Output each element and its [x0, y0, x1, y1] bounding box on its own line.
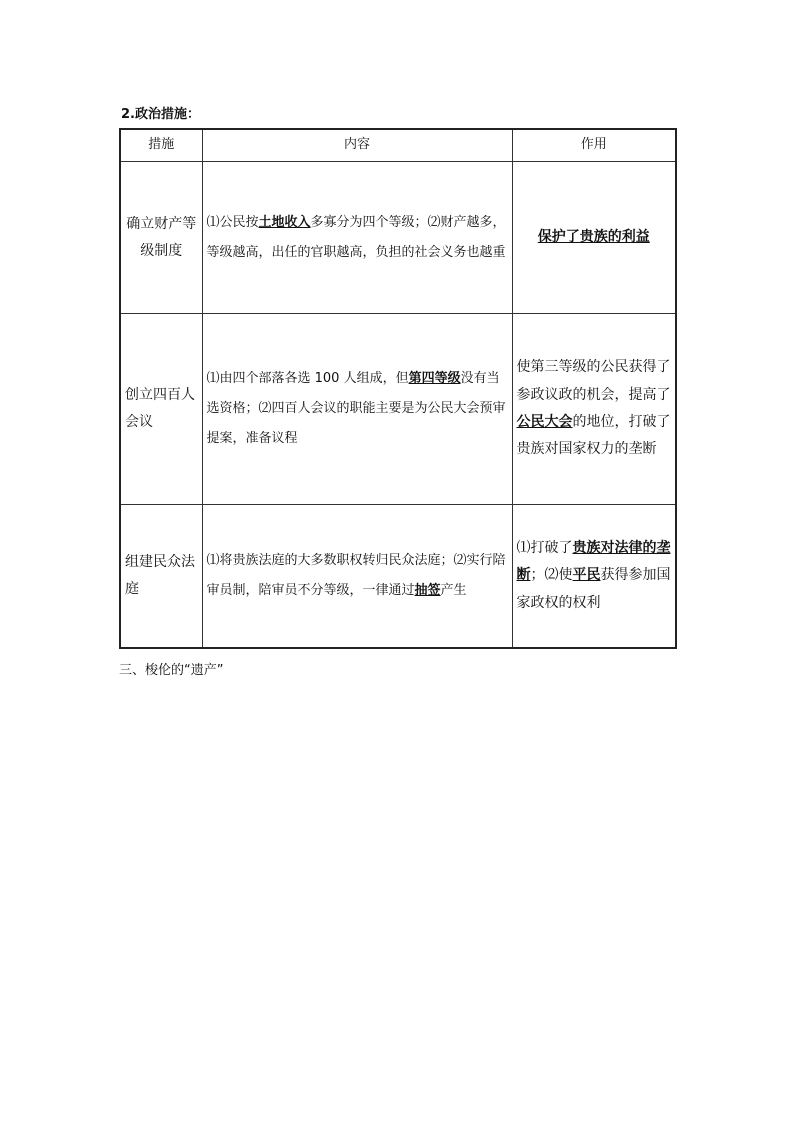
effect-cell [512, 162, 676, 314]
key-term: 平民 [572, 567, 601, 584]
key-term: 贵族对法律的垄断 [516, 540, 671, 584]
header-content: 内容 [202, 129, 512, 162]
effect-cell [512, 314, 676, 505]
key-term: 第四等级 [408, 371, 461, 387]
key-term: 土地收入 [258, 214, 311, 230]
table-row [120, 162, 676, 314]
section-title: 2.政治措施： [121, 107, 200, 122]
effect-text: ⑴打破了 [516, 540, 573, 557]
effect-cell [512, 505, 676, 649]
effect-text: 的地位，打破了贵族对国家权力的垄断 [516, 414, 671, 458]
content-cell [202, 505, 512, 649]
header-effect: 作用 [512, 129, 676, 162]
effect-text: 获得参加国家政权的权利 [516, 567, 671, 611]
content-text: 没有当选资格；⑵四百人会议的职能主要是为公民大会预审提案，准备议程 [206, 371, 506, 446]
key-term: 抽签 [414, 583, 441, 598]
table-row [120, 314, 676, 505]
measure-cell: 确立财产等级制度 [120, 162, 202, 314]
content-cell [202, 314, 512, 505]
content-text: ⑴由四个部落各选 100 人组成，但 [206, 371, 409, 387]
content-text: 产生 [440, 583, 467, 598]
political-measures-table [119, 128, 677, 649]
header-measure: 措施 [120, 129, 202, 162]
content-text: ⑴公民按 [206, 214, 259, 230]
section-heading: 三、梭伦的“遗产” [119, 663, 224, 678]
content-cell [202, 162, 512, 314]
key-term: 保护了贵族的利益 [537, 228, 650, 245]
effect-text: 使第三等级的公民获得了参政议政的机会，提高了 [516, 359, 671, 403]
content-text: 多寡分为四个等级；⑵财产越多，等级越高，出任的官职越高，负担的社会义务也越重 [206, 214, 506, 260]
table-row [120, 505, 676, 649]
measure-cell: 组建民众法庭 [120, 505, 202, 649]
measure-cell: 创立四百人会议 [120, 314, 202, 505]
effect-text: ；⑵使 [530, 567, 573, 584]
table-header-row [120, 129, 676, 162]
content-text: ⑴将贵族法庭的大多数职权转归民众法庭；⑵实行陪审员制，陪审员不分等级，一律通过 [206, 553, 506, 598]
key-term: 公民大会 [516, 414, 573, 430]
